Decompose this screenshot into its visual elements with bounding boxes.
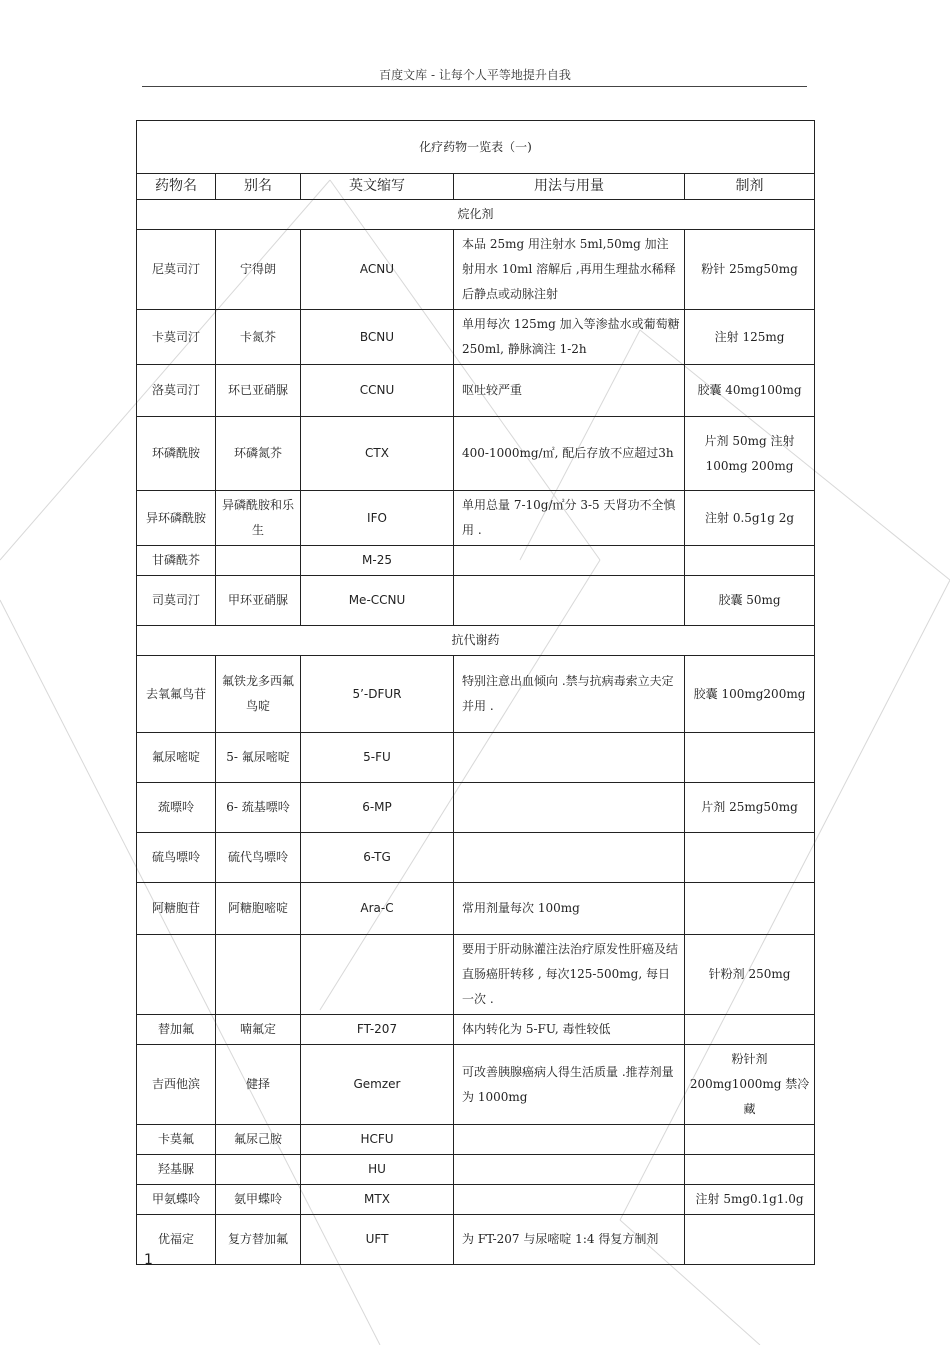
cell-form: 粉针 25mg50mg	[685, 230, 815, 310]
col-header-name: 药物名	[137, 174, 216, 200]
cell-usage: 体内转化为 5-FU, 毒性较低	[454, 1015, 685, 1045]
cell-abbr	[301, 935, 454, 1015]
cell-alias: 6- 巯基嘌呤	[216, 783, 301, 833]
cell-abbr: HU	[301, 1155, 454, 1185]
cell-usage	[454, 733, 685, 783]
table-row	[137, 230, 815, 310]
cell-usage: 单用每次 125mg 加入等渗盐水或葡萄糖 250ml, 静脉滴注 1-2h	[454, 310, 685, 365]
cell-usage	[454, 1155, 685, 1185]
cell-alias: 硫代鸟嘌呤	[216, 833, 301, 883]
cell-form: 胶囊 50mg	[685, 576, 815, 626]
cell-usage: 呕吐较严重	[454, 365, 685, 417]
cell-abbr: 6-MP	[301, 783, 454, 833]
table-row	[137, 883, 815, 935]
cell-form	[685, 1155, 815, 1185]
table-row	[137, 1015, 815, 1045]
cell-usage	[454, 833, 685, 883]
cell-alias	[216, 1155, 301, 1185]
cell-abbr: M-25	[301, 546, 454, 576]
cell-alias: 甲环亚硝脲	[216, 576, 301, 626]
cell-name: 卡莫氟	[137, 1125, 216, 1155]
cell-abbr: CCNU	[301, 365, 454, 417]
cell-alias: 卡氮芥	[216, 310, 301, 365]
cell-abbr: HCFU	[301, 1125, 454, 1155]
cell-usage: 为 FT-207 与尿嘧啶 1:4 得复方制剂	[454, 1215, 685, 1265]
col-header-alias: 别名	[216, 174, 301, 200]
cell-name: 氟尿嘧啶	[137, 733, 216, 783]
cell-usage	[454, 1125, 685, 1155]
cell-alias	[216, 935, 301, 1015]
cell-abbr: ACNU	[301, 230, 454, 310]
cell-abbr: CTX	[301, 417, 454, 491]
page-number: 1	[144, 1252, 153, 1268]
cell-abbr: Ara-C	[301, 883, 454, 935]
cell-form	[685, 1215, 815, 1265]
col-header-form: 制剂	[685, 174, 815, 200]
cell-abbr: FT-207	[301, 1015, 454, 1045]
col-header-usage: 用法与用量	[454, 174, 685, 200]
cell-usage	[454, 546, 685, 576]
cell-name: 环磷酰胺	[137, 417, 216, 491]
cell-abbr: 5-FU	[301, 733, 454, 783]
cell-form: 片剂 25mg50mg	[685, 783, 815, 833]
cell-form: 胶囊 40mg100mg	[685, 365, 815, 417]
cell-usage	[454, 783, 685, 833]
section-row	[137, 200, 815, 230]
section-title: 烷化剂	[137, 200, 815, 230]
cell-form	[685, 833, 815, 883]
table-row	[137, 1215, 815, 1265]
table-row	[137, 576, 815, 626]
section-row	[137, 626, 815, 656]
cell-abbr: 6-TG	[301, 833, 454, 883]
cell-form	[685, 883, 815, 935]
cell-name: 羟基脲	[137, 1155, 216, 1185]
cell-name	[137, 935, 216, 1015]
cell-name: 去氧氟鸟苷	[137, 656, 216, 733]
cell-alias	[216, 546, 301, 576]
cell-alias: 健择	[216, 1045, 301, 1125]
cell-usage	[454, 576, 685, 626]
cell-alias: 异磷酰胺和乐生	[216, 491, 301, 546]
cell-name: 尼莫司汀	[137, 230, 216, 310]
cell-alias: 5- 氟尿嘧啶	[216, 733, 301, 783]
cell-form: 注射 125mg	[685, 310, 815, 365]
table-row	[137, 783, 815, 833]
cell-usage	[454, 1185, 685, 1215]
cell-abbr: BCNU	[301, 310, 454, 365]
cell-name: 甘磷酰芥	[137, 546, 216, 576]
table-title: 化疗药物一览表（一)	[137, 121, 815, 174]
cell-form	[685, 733, 815, 783]
table-row	[137, 365, 815, 417]
cell-usage: 本品 25mg 用注射水 5ml,50mg 加注射用水 10ml 溶解后 ,再用生理盐水稀释后静点或动脉注射	[454, 230, 685, 310]
cell-alias: 阿糖胞嘧啶	[216, 883, 301, 935]
cell-abbr: Gemzer	[301, 1045, 454, 1125]
cell-usage: 特别注意出血倾向 .禁与抗病毒索立夫定并用 .	[454, 656, 685, 733]
header-rule	[142, 86, 807, 87]
cell-usage: 常用剂量每次 100mg	[454, 883, 685, 935]
cell-form: 粉针剂 200mg1000mg 禁冷藏	[685, 1045, 815, 1125]
cell-usage: 要用于肝动脉灌注法治疗原发性肝癌及结直肠癌肝转移 , 每次125-500mg, 每日一次 .	[454, 935, 685, 1015]
cell-usage: 可改善胰腺癌病人得生活质量 .推荐剂量为 1000mg	[454, 1045, 685, 1125]
table-row	[137, 310, 815, 365]
cell-name: 巯嘌呤	[137, 783, 216, 833]
cell-alias: 环磷氮芥	[216, 417, 301, 491]
cell-name: 异环磷酰胺	[137, 491, 216, 546]
cell-form	[685, 546, 815, 576]
table-row	[137, 1185, 815, 1215]
cell-abbr: UFT	[301, 1215, 454, 1265]
cell-usage: 单用总量 7-10g/㎡分 3-5 天肾功不全慎用 .	[454, 491, 685, 546]
cell-alias: 环已亚硝脲	[216, 365, 301, 417]
table-row	[137, 935, 815, 1015]
cell-name: 司莫司汀	[137, 576, 216, 626]
cell-abbr: 5’-DFUR	[301, 656, 454, 733]
table-row	[137, 1045, 815, 1125]
cell-form: 注射 0.5g1g 2g	[685, 491, 815, 546]
cell-alias: 宁得朗	[216, 230, 301, 310]
table-row	[137, 656, 815, 733]
table-row	[137, 491, 815, 546]
col-header-abbr: 英文缩写	[301, 174, 454, 200]
cell-name: 洛莫司汀	[137, 365, 216, 417]
cell-alias: 氨甲蝶呤	[216, 1185, 301, 1215]
cell-name: 硫鸟嘌呤	[137, 833, 216, 883]
cell-alias: 复方替加氟	[216, 1215, 301, 1265]
cell-abbr: MTX	[301, 1185, 454, 1215]
table-row	[137, 1125, 815, 1155]
table-row	[137, 1155, 815, 1185]
cell-name: 优福定	[137, 1215, 216, 1265]
cell-name: 甲氨蝶呤	[137, 1185, 216, 1215]
cell-alias: 氟铁龙多西氟鸟啶	[216, 656, 301, 733]
cell-form	[685, 1015, 815, 1045]
cell-abbr: Me-CCNU	[301, 576, 454, 626]
cell-form	[685, 1125, 815, 1155]
table-row	[137, 546, 815, 576]
table-row	[137, 733, 815, 783]
cell-name: 吉西他滨	[137, 1045, 216, 1125]
drug-table	[136, 120, 815, 1265]
cell-form: 注射 5mg0.1g1.0g	[685, 1185, 815, 1215]
section-title: 抗代谢药	[137, 626, 815, 656]
cell-name: 替加氟	[137, 1015, 216, 1045]
cell-form: 针粉剂 250mg	[685, 935, 815, 1015]
page-header: 百度文库 - 让每个人平等地提升自我	[379, 68, 571, 82]
cell-usage: 400-1000mg/㎡, 配后存放不应超过3h	[454, 417, 685, 491]
cell-alias: 氟尿己胺	[216, 1125, 301, 1155]
table-row	[137, 833, 815, 883]
cell-name: 阿糖胞苷	[137, 883, 216, 935]
table-row	[137, 417, 815, 491]
cell-form: 胶囊 100mg200mg	[685, 656, 815, 733]
cell-name: 卡莫司汀	[137, 310, 216, 365]
cell-abbr: IFO	[301, 491, 454, 546]
cell-form: 片剂 50mg 注射 100mg 200mg	[685, 417, 815, 491]
cell-alias: 喃氟定	[216, 1015, 301, 1045]
